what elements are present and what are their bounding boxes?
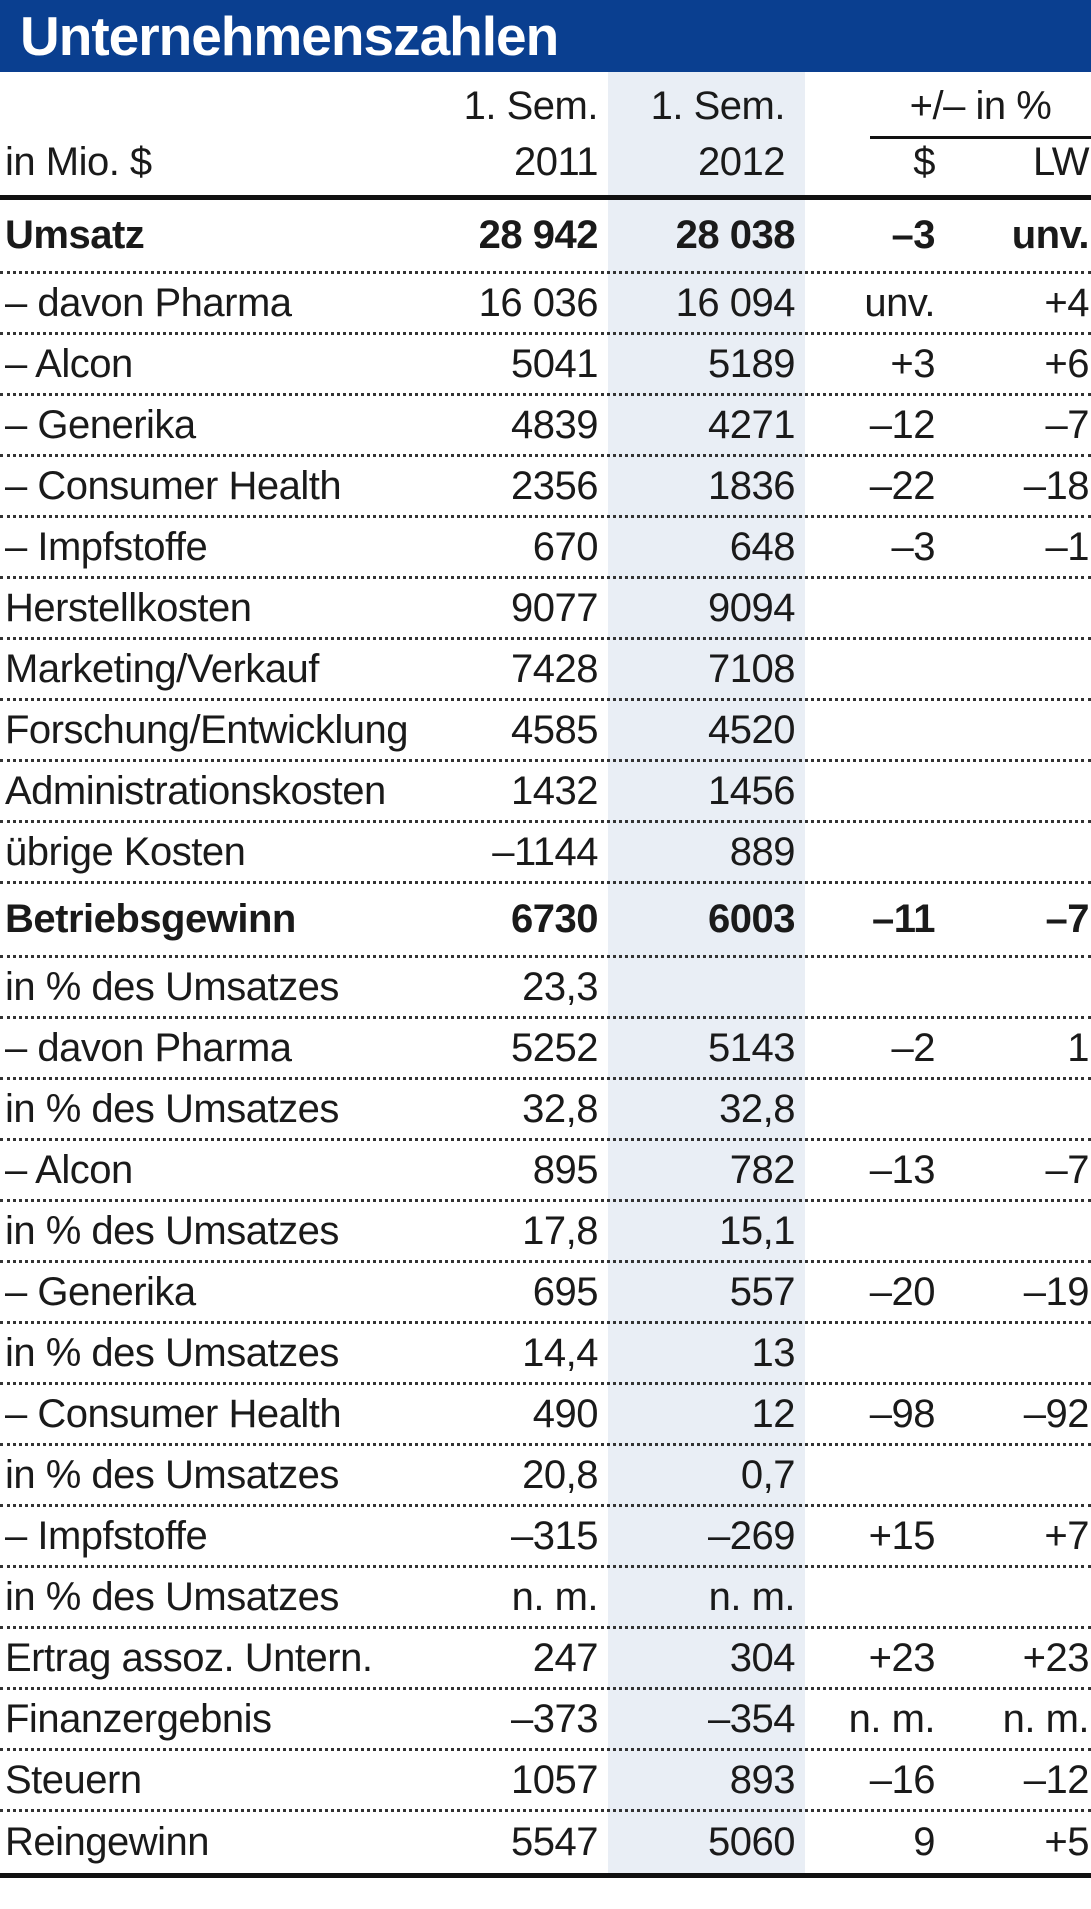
value-2012: 12 [751,1391,795,1436]
table-row [0,1019,1091,1080]
change-usd: unv. [864,280,935,325]
change-usd: –2 [891,1025,935,1070]
change-usd: +3 [890,341,935,386]
value-2011: 5547 [511,1820,598,1864]
table-row [0,1751,1091,1812]
row-label: Ertrag assoz. Untern. [5,1635,373,1680]
table-row [0,1446,1091,1507]
table-bottom-rule [0,1873,1091,1878]
row-label: Steuern [5,1757,142,1802]
value-2011: –1144 [492,829,598,874]
row-label: – davon Pharma [5,1025,292,1070]
value-2011: 247 [532,1635,598,1680]
change-lw: –12 [1023,1757,1089,1802]
value-2012: 32,8 [719,1086,795,1131]
value-2011: 6730 [511,897,598,941]
value-2011: 7428 [511,646,598,691]
value-2011: 895 [532,1147,598,1192]
row-label: – Alcon [5,1147,133,1192]
change-usd: –98 [869,1391,935,1436]
table-row [0,1812,1091,1873]
table-row [0,1385,1091,1446]
value-2011: 32,8 [522,1086,598,1131]
table-row [0,1324,1091,1385]
column-header-2011-sem: 1. Sem. [463,84,598,128]
change-usd: +15 [868,1513,935,1558]
row-label: Forschung/Entwicklung [5,707,409,752]
table-row [0,1568,1091,1629]
value-2012: 1456 [708,768,795,813]
value-2011: 4585 [511,707,598,752]
change-lw: –7 [1045,897,1089,941]
table-row [0,1202,1091,1263]
row-label: übrige Kosten [5,829,246,874]
value-2011: 16 036 [478,280,598,325]
change-lw: +7 [1044,1513,1089,1558]
row-label: – Impfstoffe [5,524,208,569]
table-row [0,396,1091,457]
value-2012: 1836 [708,463,795,508]
value-2012: 9094 [708,585,795,630]
value-2012: 557 [729,1269,795,1314]
value-2011: –373 [511,1696,598,1741]
change-lw: +5 [1044,1820,1089,1864]
row-label: – Generika [5,1269,196,1314]
table-row [0,518,1091,579]
value-2011: 28 942 [478,213,598,257]
change-lw: –92 [1023,1391,1089,1436]
value-2011: 2356 [511,463,598,508]
change-lw: +4 [1044,280,1089,325]
change-lw: –19 [1023,1269,1089,1314]
row-label: Herstellkosten [5,585,252,630]
table-row [0,640,1091,701]
row-label: – Consumer Health [5,1391,342,1436]
value-2012: 648 [729,524,795,569]
change-usd: –12 [869,402,935,447]
row-label: – davon Pharma [5,280,292,325]
table-row [0,823,1091,884]
value-2011: 14,4 [522,1330,598,1375]
page-title: Unternehmenszahlen [20,5,559,67]
change-lw: +6 [1044,341,1089,386]
value-2011: n. m. [511,1574,598,1619]
change-usd: –22 [869,463,935,508]
column-header-2011-year: 2011 [513,140,598,184]
table-row [0,579,1091,640]
table-row [0,884,1091,958]
value-2012: 0,7 [740,1452,795,1497]
value-2011: 23,3 [522,964,598,1009]
change-lw: +23 [1022,1635,1089,1680]
change-percent-header: +/– in % [909,84,1052,128]
table-body [0,200,1091,1873]
change-lw: –7 [1045,402,1089,447]
value-2011: 670 [532,524,598,569]
table-row [0,1690,1091,1751]
table-row [0,200,1091,274]
row-label: Umsatz [5,213,145,257]
change-usd: n. m. [848,1696,935,1741]
row-label: Betriebsgewinn [5,897,296,941]
table-row [0,457,1091,518]
change-usd: –3 [891,213,935,257]
change-usd: –13 [869,1147,935,1192]
table-row [0,335,1091,396]
row-label: in % des Umsatzes [5,1086,339,1131]
row-label: – Alcon [5,341,133,386]
column-header-2012-year: 2012 [698,140,785,184]
row-label: – Impfstoffe [5,1513,208,1558]
row-label: – Generika [5,402,196,447]
value-2012: n. m. [708,1574,795,1619]
unit-label: in Mio. $ [5,140,152,184]
value-2012: 7108 [708,646,795,691]
value-2012: 4271 [708,402,795,447]
value-2012: 5143 [708,1025,795,1070]
value-2011: –315 [511,1513,598,1558]
value-2011: 1432 [511,768,598,813]
change-subheader-usd: $ [913,140,935,184]
row-label: in % des Umsatzes [5,1452,339,1497]
value-2011: 490 [532,1391,598,1436]
change-subheader-lw: LW [1032,140,1089,184]
value-2011: 9077 [511,585,598,630]
value-2012: 5060 [708,1820,795,1864]
table-row [0,1629,1091,1690]
change-lw: –7 [1045,1147,1089,1192]
value-2011: 17,8 [522,1208,598,1253]
table-row [0,1263,1091,1324]
change-usd: –3 [891,524,935,569]
value-2011: 695 [532,1269,598,1314]
row-label: Marketing/Verkauf [5,646,319,691]
value-2012: –354 [708,1696,795,1741]
change-lw: –18 [1023,463,1089,508]
change-lw: n. m. [1002,1696,1089,1741]
value-2011: 5041 [511,341,598,386]
value-2012: 782 [729,1147,795,1192]
row-label: in % des Umsatzes [5,1574,339,1619]
table-row [0,958,1091,1019]
table-row [0,762,1091,823]
row-label: Administrationskosten [5,768,386,813]
change-usd: –16 [869,1757,935,1802]
change-header-rule [870,136,1091,139]
row-label: Finanzergebnis [5,1696,272,1741]
table-row [0,1507,1091,1568]
change-lw: unv. [1011,213,1089,257]
value-2011: 4839 [511,402,598,447]
value-2012: 893 [729,1757,795,1802]
row-label: in % des Umsatzes [5,1208,339,1253]
table-row [0,1141,1091,1202]
change-usd: –20 [869,1269,935,1314]
row-label: Reingewinn [5,1820,210,1864]
table-row [0,701,1091,762]
value-2012: 16 094 [675,280,795,325]
change-lw: 1 [1067,1025,1089,1070]
change-lw: –1 [1045,524,1089,569]
value-2012: 15,1 [719,1208,795,1253]
column-header-2012-sem: 1. Sem. [650,84,785,128]
title-banner [0,0,1091,72]
row-label: in % des Umsatzes [5,1330,339,1375]
value-2012: 28 038 [675,213,795,257]
change-usd: +23 [868,1635,935,1680]
value-2012: 889 [729,829,795,874]
value-2012: 304 [729,1635,795,1680]
value-2011: 5252 [511,1025,598,1070]
table-row [0,1080,1091,1141]
value-2011: 20,8 [522,1452,598,1497]
value-2012: 13 [751,1330,795,1375]
value-2011: 1057 [511,1757,598,1802]
value-2012: –269 [708,1513,795,1558]
table-column-header [0,72,1091,200]
change-usd: 9 [913,1820,935,1864]
value-2012: 5189 [708,341,795,386]
row-label: in % des Umsatzes [5,964,339,1009]
table-row [0,274,1091,335]
value-2012: 6003 [708,897,795,941]
row-label: – Consumer Health [5,463,342,508]
value-2012: 4520 [708,707,795,752]
change-usd: –11 [871,897,935,941]
